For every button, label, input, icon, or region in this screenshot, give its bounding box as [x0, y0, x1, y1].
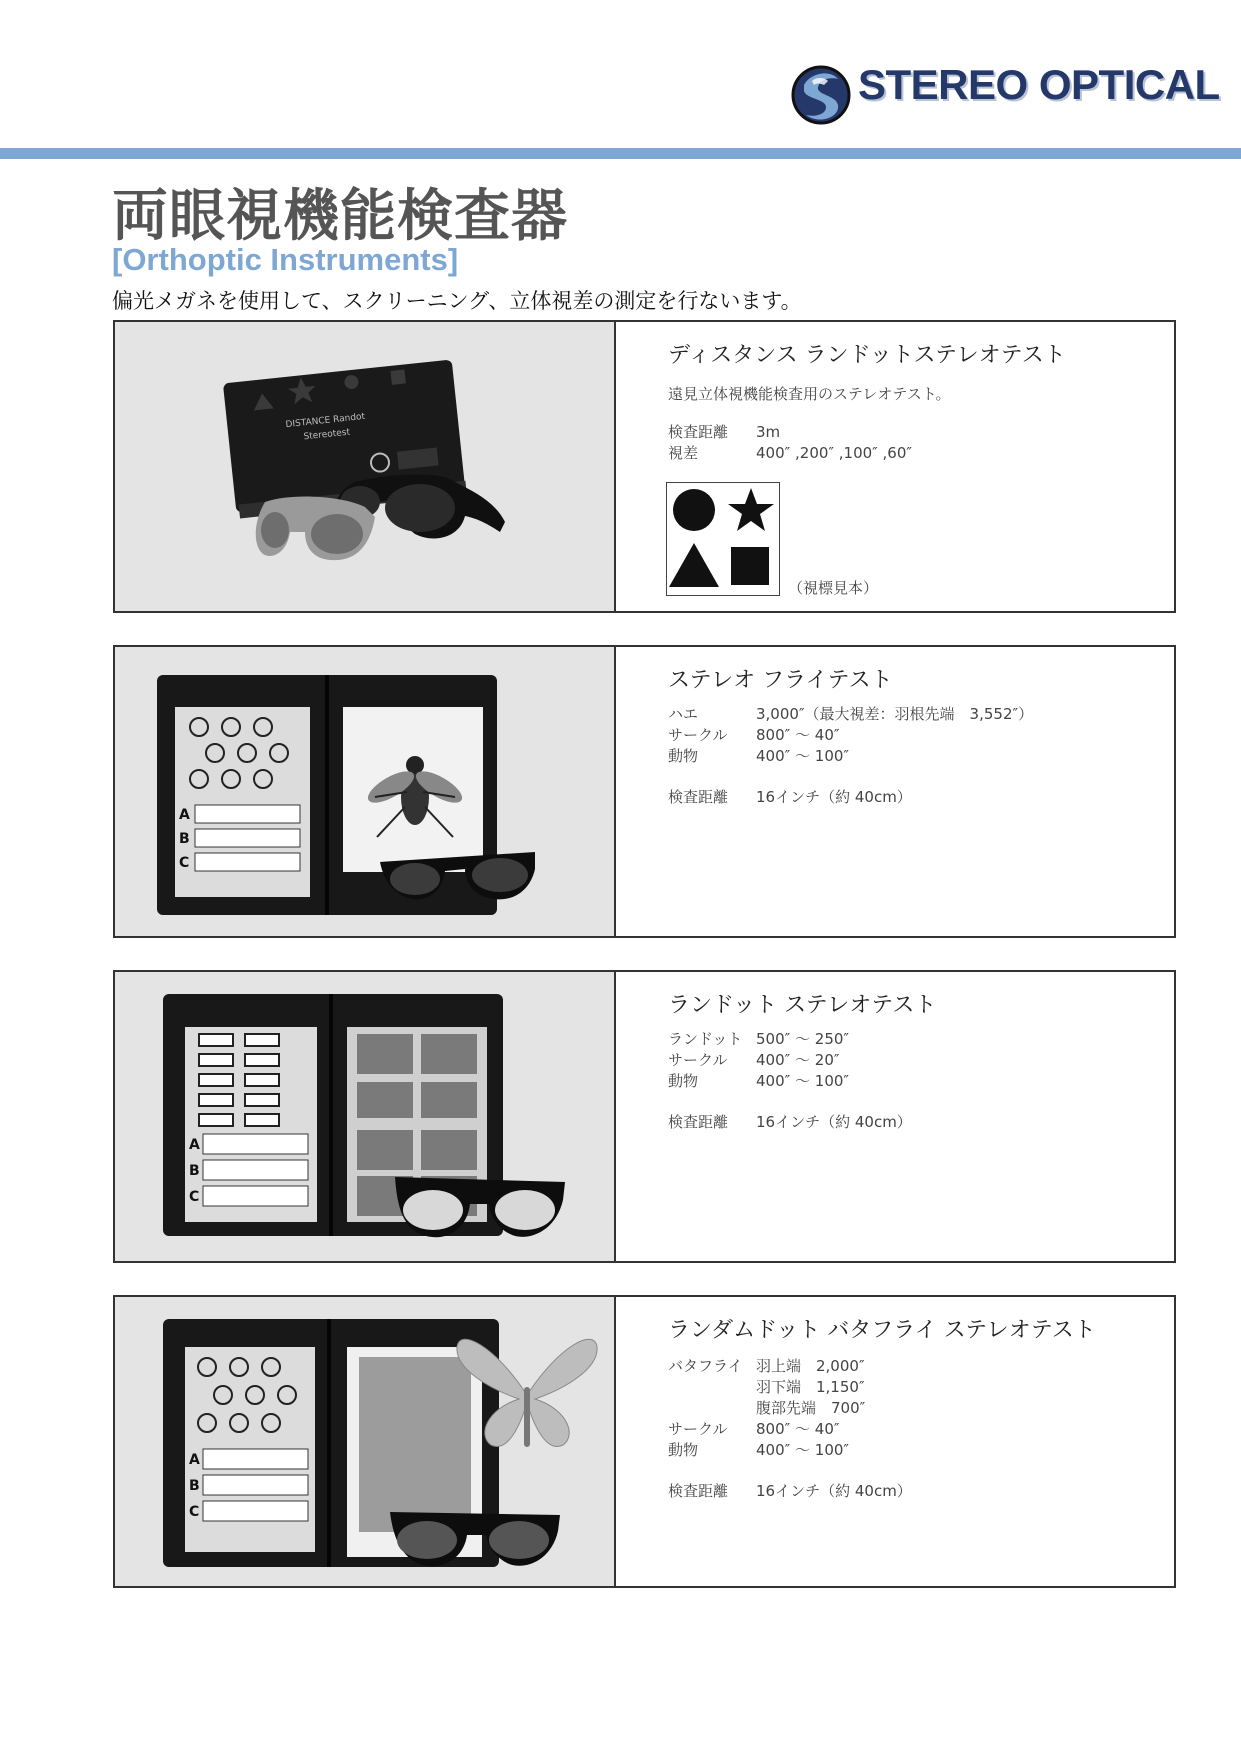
product-info [616, 972, 1174, 1261]
product-title: ステレオ フライテスト [668, 668, 893, 693]
spec-row [668, 1419, 839, 1440]
spec-value: 3m [756, 423, 781, 441]
spec-row [668, 1050, 839, 1071]
row-label: C [189, 1189, 200, 1205]
triangle-shape-icon [669, 543, 719, 587]
cover-title-line2: Stereotest [303, 427, 351, 443]
spec-row [668, 422, 780, 443]
spec-value: 800″ ～ 40″ [756, 726, 840, 744]
row-label: C [179, 855, 190, 871]
distance-row [668, 787, 912, 808]
spec-value: 羽下端 1,150″ [756, 1378, 865, 1396]
square-shape-icon [731, 547, 769, 585]
stereo-fly-photo [115, 647, 614, 936]
product-title: ランドット ステレオテスト [668, 993, 937, 1018]
target-sample [666, 482, 780, 596]
spec-value: 400″ ～ 100″ [756, 1072, 850, 1090]
spec-label: 動物 [668, 1072, 699, 1090]
distance-row [668, 1481, 912, 1502]
spec-label: 検査距離 [668, 1482, 729, 1500]
row-label: A [189, 1137, 200, 1153]
spec-value: 16インチ（約 40cm） [756, 1113, 912, 1131]
product-photo [115, 322, 616, 611]
spec-value: 腹部先端 700″ [756, 1399, 866, 1417]
cover-title-line1: DISTANCE Randot [285, 411, 366, 431]
spec-label: 検査距離 [668, 788, 729, 806]
spec-value: 16インチ（約 40cm） [756, 788, 912, 806]
product-card-randot [113, 970, 1176, 1263]
spec-row [668, 725, 839, 746]
product-info [616, 647, 1174, 936]
spec-value: 400″ ～ 100″ [756, 1441, 850, 1459]
product-card-stereo-fly [113, 645, 1176, 938]
product-card-distance-randot [113, 320, 1176, 613]
product-description: 遠見立体視機能検査用のステレオテスト。 [668, 385, 951, 403]
spec-value: 800″ ～ 40″ [756, 1420, 840, 1438]
product-info [616, 1297, 1174, 1586]
row-label: B [189, 1163, 200, 1179]
spec-row [668, 1029, 849, 1050]
spec-label: サークル [668, 1051, 728, 1069]
globe-logo-icon [790, 55, 852, 131]
logo-wordmark: STEREO OPTICAL [858, 61, 1220, 108]
distance-randot-photo [115, 322, 614, 611]
spec-row [668, 704, 1033, 725]
distance-row [668, 1112, 912, 1133]
spec-value: 400″ ,200″ ,100″ ,60″ [756, 444, 912, 462]
company-logo [790, 55, 1220, 135]
row-label: A [179, 807, 190, 823]
product-card-butterfly [113, 1295, 1176, 1588]
circle-shape-icon [673, 489, 715, 531]
product-photo [115, 1297, 616, 1586]
row-label: A [189, 1452, 200, 1468]
spec-value: 羽上端 2,000″ [756, 1357, 865, 1375]
spec-label: ハエ [668, 705, 699, 723]
light-glasses-icon [256, 497, 375, 561]
star-shape-icon [728, 488, 774, 531]
spec-label: 視差 [668, 444, 699, 462]
spec-value: 400″ ～ 100″ [756, 747, 850, 765]
spec-label: 検査距離 [668, 1113, 729, 1131]
spec-row [668, 443, 912, 464]
sample-caption: （視標見本） [788, 579, 879, 597]
spec-label: ランドット [668, 1030, 743, 1048]
spec-label: 動物 [668, 1441, 699, 1459]
spec-label: バタフライ [668, 1357, 743, 1375]
product-photo [115, 972, 616, 1261]
spec-row [668, 1377, 865, 1398]
product-title: ランダムドット バタフライ ステレオテスト [668, 1318, 1096, 1343]
spec-row [668, 1356, 865, 1377]
spec-value: 500″ ～ 250″ [756, 1030, 850, 1048]
butterfly-photo [115, 1297, 614, 1586]
product-info [616, 322, 1174, 611]
spec-value: 3,000″（最大視差：羽根先端 3,552″） [756, 705, 1034, 723]
spec-row [668, 1440, 849, 1461]
spec-row [668, 1071, 849, 1092]
spec-label: 動物 [668, 747, 699, 765]
randot-photo [115, 972, 614, 1261]
header-divider [0, 148, 1241, 159]
row-label: C [189, 1504, 200, 1520]
product-title: ディスタンス ランドットステレオテスト [668, 343, 1066, 368]
row-label: B [189, 1478, 200, 1494]
product-photo [115, 647, 616, 936]
spec-label: サークル [668, 1420, 728, 1438]
spec-row [668, 1398, 865, 1419]
page-subtitle: [Orthoptic Instruments] [112, 242, 459, 277]
spec-label: 検査距離 [668, 423, 729, 441]
spec-label: サークル [668, 726, 728, 744]
row-label: B [179, 831, 190, 847]
spec-value: 16インチ（約 40cm） [756, 1482, 912, 1500]
page-title: 両眼視機能検査器 [112, 184, 568, 249]
spec-value: 400″ ～ 20″ [756, 1051, 840, 1069]
intro-text: 偏光メガネを使用して、スクリーニング、立体視差の測定を行ないます。 [112, 289, 802, 313]
spec-row [668, 746, 849, 767]
